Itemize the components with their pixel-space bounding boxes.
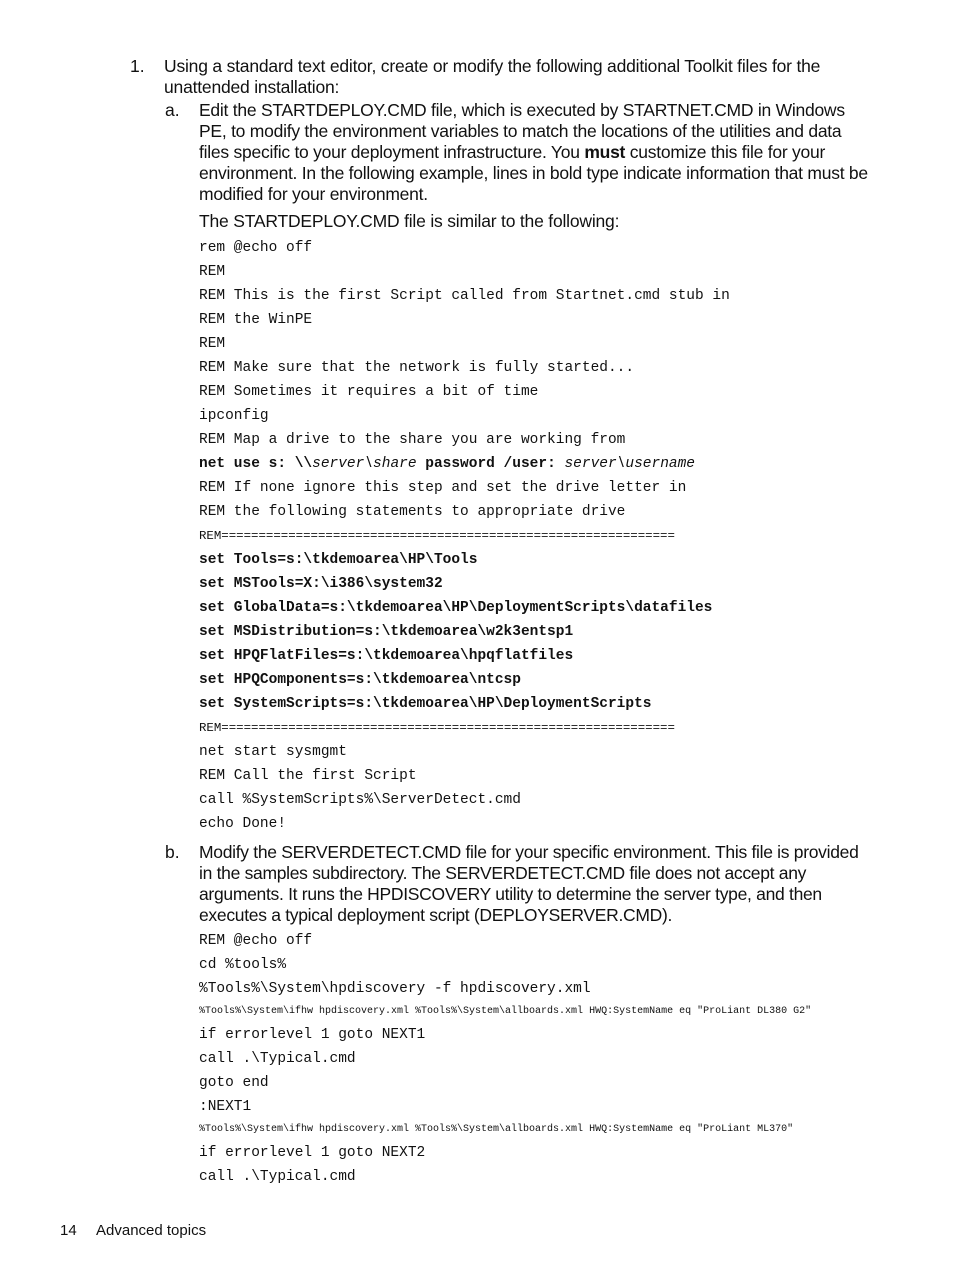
net-use-command: net use s: \\: [199, 456, 313, 472]
code-line: REM the following statements to appropriate drive: [199, 504, 626, 520]
code-intro: The STARTDEPLOY.CMD file is similar to the following:: [199, 211, 620, 231]
set-line: set MSTools=X:\i386\system32: [199, 576, 443, 592]
code-line: if errorlevel 1 goto NEXT1: [199, 1027, 426, 1043]
net-use-share: server\share: [312, 456, 417, 472]
separator-line: REM=============================================================: [199, 721, 675, 735]
set-line: set MSDistribution=s:\tkdemoarea\w2k3entsp1: [199, 624, 574, 640]
code-line: call .\Typical.cmd: [199, 1051, 356, 1067]
page-number: 14: [60, 1222, 77, 1239]
code-line: goto end: [199, 1075, 269, 1091]
code-line: rem @echo off: [199, 240, 313, 256]
code-line: call .\Typical.cmd: [199, 1169, 356, 1185]
set-line: set Tools=s:\tkdemoarea\HP\Tools: [199, 552, 478, 568]
code-line: REM the WinPE: [199, 312, 313, 328]
separator-line: REM=============================================================: [199, 529, 675, 543]
code-line: REM Make sure that the network is fully started...: [199, 360, 635, 376]
step-number: 1.: [130, 56, 145, 76]
startdeploy-code-block: [199, 236, 730, 836]
code-line: if errorlevel 1 goto NEXT2: [199, 1145, 426, 1161]
set-line: set GlobalData=s:\tkdemoarea\HP\DeploymentScripts\datafiles: [199, 600, 713, 616]
code-line: net start sysmgmt: [199, 744, 347, 760]
code-line: :NEXT1: [199, 1099, 252, 1115]
net-use-password: password /user:: [416, 456, 565, 472]
code-line: REM Call the first Script: [199, 768, 417, 784]
code-line-small: %Tools%\System\ifhw hpdiscovery.xml %Tools%\System\allboards.xml HWQ:SystemName eq "ProLiant ML370": [199, 1124, 794, 1135]
substep-b-text: Modify the SERVERDETECT.CMD file for your specific environment. This file is provided in the samples subdirectory. The SERVERDETECT.CMD file does not accept any arguments. It runs the HPDISCOVERY utility to determine the server type, and then executes a typical deployment script (DEPLOYSERVER.CMD).: [199, 842, 859, 925]
code-line: REM Map a drive to the share you are working from: [199, 432, 626, 448]
code-line: ipconfig: [199, 408, 269, 424]
code-line-small: %Tools%\System\ifhw hpdiscovery.xml %Tools%\System\allboards.xml HWQ:SystemName eq "ProLiant DL380 G2": [199, 1006, 812, 1017]
code-line: REM Sometimes it requires a bit of time: [199, 384, 539, 400]
code-line: cd %tools%: [199, 957, 287, 973]
substep-a-text-end: customize this file for your environment. In the following example, lines in bold type indicate information that must be modified for your environment.: [199, 142, 868, 204]
step-text: Using a standard text editor, create or modify the following additional Toolkit files for the unattended installation:: [164, 56, 821, 97]
code-line: REM This is the first Script called from Startnet.cmd stub in: [199, 288, 730, 304]
substep-a-text-start: Edit the STARTDEPLOY.CMD file, which is executed by STARTNET.CMD in Windows PE, to modify the environment variables to match the locations of the utilities and data files specific to your deployment infrastructure. You: [199, 100, 845, 162]
code-line: %Tools%\System\hpdiscovery -f hpdiscovery.xml: [199, 981, 591, 997]
serverdetect-code-block: [199, 929, 869, 1189]
code-line: echo Done!: [199, 816, 287, 832]
substep-a-letter: a.: [165, 100, 180, 120]
code-line: REM @echo off: [199, 933, 313, 949]
set-line: set SystemScripts=s:\tkdemoarea\HP\DeploymentScripts: [199, 696, 652, 712]
substep-b-letter: b.: [165, 842, 180, 862]
substep-a-bold-word: must: [584, 142, 626, 162]
code-line: REM If none ignore this step and set the drive letter in: [199, 480, 687, 496]
net-use-username: server\username: [564, 456, 696, 472]
code-line: call %SystemScripts%\ServerDetect.cmd: [199, 792, 521, 808]
set-line: set HPQComponents=s:\tkdemoarea\ntcsp: [199, 672, 521, 688]
net-use-line: [199, 452, 730, 476]
footer-section: Advanced topics: [96, 1222, 207, 1239]
substep-a-text: [199, 100, 871, 205]
set-line: set HPQFlatFiles=s:\tkdemoarea\hpqflatfiles: [199, 648, 574, 664]
page-footer: [60, 1222, 206, 1239]
code-line: REM: [199, 336, 226, 352]
code-line: REM: [199, 264, 226, 280]
